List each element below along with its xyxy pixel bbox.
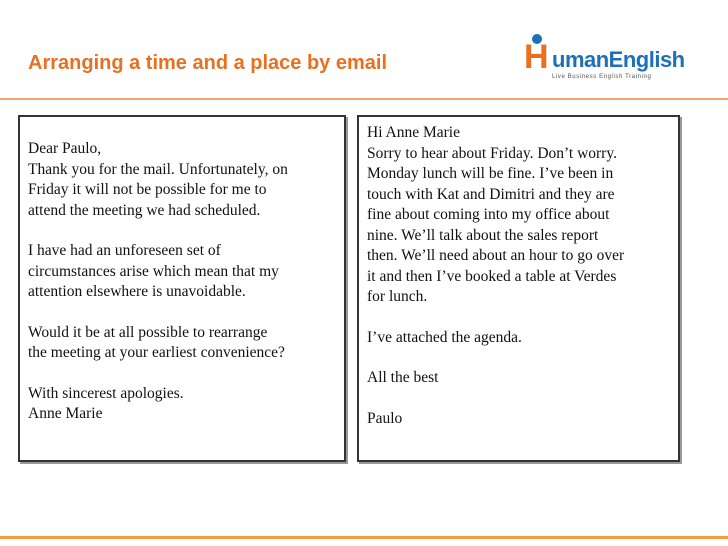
- email-paragraph: Would it be at all possible to rearrange the meeting at your earliest convenience?: [28, 323, 285, 361]
- logo-wordmark: umanEnglish: [552, 47, 685, 72]
- email-signature: Anne Marie: [28, 405, 103, 422]
- email-from-paulo: [357, 115, 680, 462]
- header-divider: [0, 98, 728, 100]
- slide-title: Arranging a time and a place by email: [28, 52, 388, 74]
- email-greeting: Hi Anne Marie: [367, 124, 460, 141]
- footer-divider: [0, 536, 728, 539]
- email-closing: All the best: [367, 369, 439, 386]
- email-closing: With sincerest apologies.: [28, 384, 184, 402]
- email-paragraph: Thank you for the mail. Unfortunately, on Friday it will not be possible for me to attend the meeting we had scheduled.: [28, 160, 288, 219]
- email-signature: Paulo: [367, 409, 403, 427]
- logo-subtitle: Live Business English Training: [552, 74, 652, 80]
- logo-letter: H: [524, 38, 549, 76]
- email-from-anne-marie: [18, 115, 346, 462]
- email-paragraph: I have had an unforeseen set of circumstances arise which mean that my attention elsewhere is unavoidable.: [28, 242, 279, 300]
- email-paragraph: Sorry to hear about Friday. Don’t worry. Monday lunch will be fine. I’ve been in touch with Kat and Dimitri and they are fine about coming into my office about nine. We’ll talk about the sales report then. We’ll need about an hour to go over it and then I’ve booked a table at Verdes for lunch.: [367, 144, 625, 305]
- email-paragraph: I’ve attached the agenda.: [367, 328, 522, 346]
- email-salutation: Dear Paulo,: [28, 140, 102, 157]
- humanenglish-logo: [524, 40, 704, 86]
